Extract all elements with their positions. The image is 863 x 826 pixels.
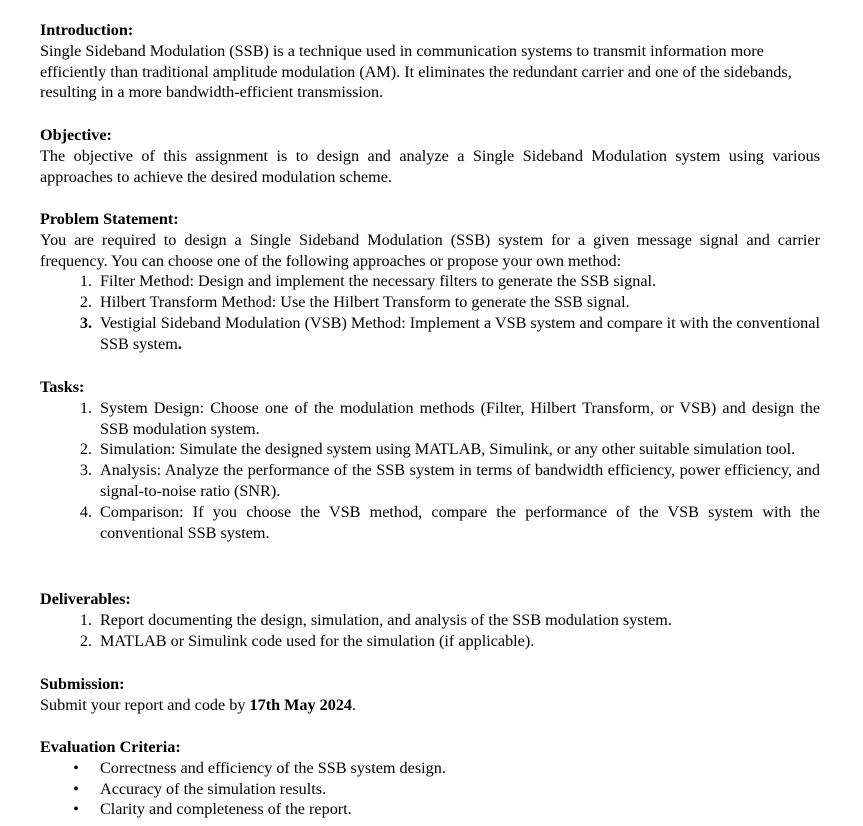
list-item (40, 439, 820, 460)
list-item-end: . (177, 334, 182, 353)
tasks-heading: Tasks: (40, 378, 85, 396)
list-item (40, 610, 820, 631)
list-item-text: Correctness and efficiency of the SSB system design. (100, 758, 446, 777)
objective-section (40, 125, 820, 187)
list-number: 3. (79, 461, 92, 480)
list-item-text: Filter Method: Design and implement the necessary filters to generate the SSB signal. (100, 272, 657, 291)
list-item (40, 631, 820, 652)
list-item (40, 271, 820, 292)
list-number: 1. (79, 610, 92, 629)
deliverables-section (40, 589, 820, 651)
list-item-text: MATLAB or Simulink code used for the simulation (if applicable). (100, 631, 535, 650)
evaluation-section (40, 737, 820, 820)
evaluation-heading: Evaluation Criteria: (40, 738, 181, 756)
tasks-section (40, 377, 820, 543)
list-number: 3. (79, 313, 92, 332)
introduction-section (40, 20, 820, 103)
list-item-text: System Design: Choose one of the modulation methods (Filter, Hilbert Transform, or VSB) and design the SSB modulation system. (100, 398, 820, 438)
list-item (40, 313, 820, 355)
submission-date: 17th May 2024 (249, 695, 353, 714)
deliverables-list (40, 610, 820, 652)
list-item-text: Analysis: Analyze the performance of the SSB system in terms of bandwidth efficiency, power efficiency, and signal-to-noise ratio (SNR). (100, 461, 820, 500)
list-item-text: Simulation: Simulate the designed system using MATLAB, Simulink, or any other suitable simulation tool. (100, 440, 796, 459)
list-item-text: Accuracy of the simulation results. (100, 779, 327, 798)
submission-text-before: Submit your report and code by (40, 695, 250, 714)
list-item (40, 398, 820, 440)
list-item-text: Report documenting the design, simulation, and analysis of the SSB modulation system. (100, 610, 672, 629)
list-number: 1. (79, 398, 92, 417)
deliverables-heading: Deliverables: (40, 590, 131, 608)
list-item (40, 799, 820, 820)
evaluation-list (40, 758, 820, 820)
list-item-text: Comparison: If you choose the VSB method, compare the performance of the VSB system with the conventional SSB system. (100, 502, 820, 542)
submission-text-after: . (352, 695, 357, 714)
list-item-text: Vestigial Sideband Modulation (VSB) Method: Implement a VSB system and compare it with the conventional SSB system (100, 313, 820, 353)
list-item (40, 502, 820, 544)
list-item-text: Clarity and completeness of the report. (100, 800, 352, 819)
list-number: 4. (79, 502, 92, 521)
problem-statement-heading: Problem Statement: (40, 210, 179, 228)
approach-list (40, 271, 820, 354)
list-item (40, 779, 820, 800)
list-number: 2. (79, 293, 92, 312)
bullet-icon: • (73, 800, 79, 819)
submission-section (40, 674, 820, 716)
list-item (40, 758, 820, 779)
list-item (40, 460, 820, 502)
submission-heading: Submission: (40, 675, 125, 693)
submission-text (40, 695, 820, 716)
problem-statement-text: You are required to design a Single Sideband Modulation (SSB) system for a given message signal and carrier frequency. You can choose one of the following approaches or propose your own method: (40, 230, 820, 270)
bullet-icon: • (73, 779, 79, 798)
bullet-icon: • (73, 758, 79, 777)
introduction-text: Single Sideband Modulation (SSB) is a technique used in communication systems to transmit information more efficiently than traditional amplitude modulation (AM). It eliminates the redundant carrier and one of the sidebands, resulting in a more bandwidth-efficient transmission. (40, 41, 792, 102)
objective-heading: Objective: (40, 126, 112, 144)
list-number: 2. (79, 631, 92, 650)
list-item-text: Hilbert Transform Method: Use the Hilbert Transform to generate the SSB signal. (100, 293, 630, 312)
list-number: 2. (79, 440, 92, 459)
list-number: 1. (79, 272, 92, 291)
tasks-list (40, 398, 820, 544)
list-item (40, 292, 820, 313)
problem-statement-section (40, 209, 820, 355)
introduction-heading: Introduction: (40, 21, 134, 39)
objective-text: The objective of this assignment is to design and analyze a Single Sideband Modulation system using various approaches to achieve the desired modulation scheme. (40, 146, 820, 186)
